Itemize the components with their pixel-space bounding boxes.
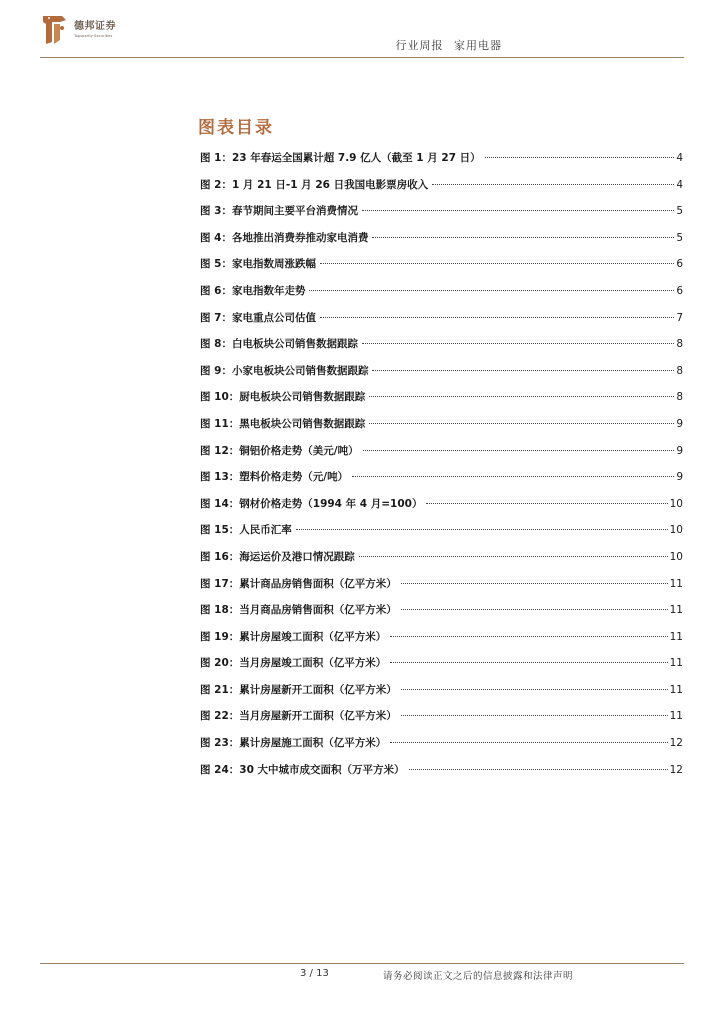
toc-leader-dots xyxy=(320,317,674,318)
toc-entry[interactable] xyxy=(200,310,683,337)
toc-entry-label[interactable]: 图 12：铜铝价格走势（美元/吨） xyxy=(200,444,359,457)
toc-leader-dots xyxy=(432,184,674,185)
toc-entry-label[interactable]: 图 9：小家电板块公司销售数据跟踪 xyxy=(200,364,369,377)
toc-entry[interactable] xyxy=(200,522,683,549)
toc-leader-dots xyxy=(485,157,675,158)
toc-entry-label[interactable]: 图 18：当月商品房销售面积（亿平方米） xyxy=(200,604,397,617)
toc-entry-page[interactable]: 11 xyxy=(669,630,683,643)
toc-entry-page[interactable]: 6 xyxy=(676,284,683,297)
toc-entry-label[interactable]: 图 13：塑料价格走势（元/吨） xyxy=(200,471,349,484)
toc-entry-page[interactable]: 10 xyxy=(669,550,683,563)
toc-entry[interactable] xyxy=(200,762,683,789)
toc-entry[interactable] xyxy=(200,549,683,576)
toc-entry[interactable] xyxy=(200,363,683,390)
toc-leader-dots xyxy=(352,476,674,477)
toc-leader-dots xyxy=(390,636,667,637)
toc-entry-page[interactable]: 10 xyxy=(669,497,683,510)
toc-entry[interactable] xyxy=(200,256,683,283)
brand-name-en: Topsperity Securities xyxy=(74,34,113,38)
toc-leader-dots xyxy=(401,715,668,716)
toc-entry[interactable] xyxy=(200,469,683,496)
toc-entry[interactable] xyxy=(200,336,683,363)
toc-leader-dots xyxy=(359,556,668,557)
header-divider xyxy=(40,57,684,58)
report-category: 行业周报 xyxy=(395,39,444,52)
toc-entry-page[interactable]: 11 xyxy=(669,577,683,590)
toc-entry-label[interactable]: 图 16：海运运价及港口情况跟踪 xyxy=(200,550,355,563)
toc-entry[interactable] xyxy=(200,203,683,230)
toc-leader-dots xyxy=(369,396,674,397)
toc-leader-dots xyxy=(372,237,674,238)
toc-entry-page[interactable]: 11 xyxy=(669,604,683,617)
toc-leader-dots xyxy=(401,689,668,690)
toc-entry[interactable] xyxy=(200,416,683,443)
toc-entry-page[interactable]: 7 xyxy=(676,311,683,324)
toc-entry[interactable] xyxy=(200,655,683,682)
toc-entry[interactable] xyxy=(200,629,683,656)
toc-entry-page[interactable]: 12 xyxy=(669,737,683,750)
toc-entry[interactable] xyxy=(200,230,683,257)
toc-entry-label[interactable]: 图 23：累计房屋施工面积（亿平方米） xyxy=(200,737,387,750)
toc-entry-label[interactable]: 图 4：各地推出消费券推动家电消费 xyxy=(200,231,369,244)
toc-entry-label[interactable]: 图 14：钢材价格走势（1994 年 4 月=100） xyxy=(200,497,423,510)
toc-entry-page[interactable]: 9 xyxy=(676,444,683,457)
toc-entry-label[interactable]: 图 1：23 年春运全国累计超 7.9 亿人（截至 1 月 27 日） xyxy=(200,152,481,164)
toc-entry-label[interactable]: 图 7：家电重点公司估值 xyxy=(200,311,316,324)
toc-entry[interactable] xyxy=(200,443,683,470)
toc-entry-page[interactable]: 9 xyxy=(676,417,683,430)
toc-entry-label[interactable]: 图 21：累计房屋新开工面积（亿平方米） xyxy=(200,683,397,696)
toc-entry-label[interactable]: 图 15：人民币汇率 xyxy=(200,524,292,537)
toc-entry-page[interactable]: 11 xyxy=(669,657,683,670)
toc-leader-dots xyxy=(369,423,674,424)
report-sector: 家用电器 xyxy=(454,39,502,52)
toc-entry-page[interactable]: 8 xyxy=(676,391,683,404)
toc-entry-page[interactable]: 10 xyxy=(669,524,683,537)
toc-entry-page[interactable]: 5 xyxy=(676,205,683,218)
toc-leader-dots xyxy=(401,609,668,610)
toc-entry-label[interactable]: 图 5：家电指数周涨跌幅 xyxy=(200,258,316,271)
toc-title: 图表目录 xyxy=(198,118,274,138)
toc-entry-page[interactable]: 5 xyxy=(676,231,683,244)
toc-entry-label[interactable]: 图 11：黑电板块公司销售数据跟踪 xyxy=(200,417,366,430)
toc-entry-label[interactable]: 图 2：1 月 21 日-1 月 26 日我国电影票房收入 xyxy=(200,178,429,191)
toc-entry-page[interactable]: 6 xyxy=(676,258,683,271)
toc-leader-dots xyxy=(362,210,674,211)
toc-entry-label[interactable]: 图 24：30 大中城市成交面积（万平方米） xyxy=(200,763,405,776)
toc-entry-label[interactable]: 图 10：厨电板块公司销售数据跟踪 xyxy=(200,391,366,404)
toc-entry-label[interactable]: 图 8：白电板块公司销售数据跟踪 xyxy=(200,338,358,351)
toc-entry-label[interactable]: 图 17：累计商品房销售面积（亿平方米） xyxy=(200,577,397,590)
toc-leader-dots xyxy=(362,343,674,344)
toc-leader-dots xyxy=(309,290,674,291)
page-indicator: 3 / 13 xyxy=(300,968,329,979)
toc-leader-dots xyxy=(320,263,674,264)
toc-entry[interactable] xyxy=(200,389,683,416)
toc-entry-page[interactable]: 4 xyxy=(676,178,683,191)
brand-name-cn: 德邦证券 xyxy=(74,21,116,32)
toc-entry[interactable] xyxy=(200,602,683,629)
toc-entry[interactable] xyxy=(200,496,683,523)
toc-entry[interactable] xyxy=(200,735,683,762)
toc-entry-page[interactable]: 9 xyxy=(676,471,683,484)
toc-entry[interactable] xyxy=(200,150,683,177)
toc-entry[interactable] xyxy=(200,177,683,204)
brand-logo xyxy=(40,14,140,48)
toc-entry-label[interactable]: 图 22：当月房屋新开工面积（亿平方米） xyxy=(200,710,397,723)
toc-list xyxy=(200,150,683,788)
toc-entry[interactable] xyxy=(200,682,683,709)
toc-entry-page[interactable]: 11 xyxy=(669,683,683,696)
toc-entry-page[interactable]: 12 xyxy=(669,763,683,776)
toc-leader-dots xyxy=(409,769,668,770)
page-header xyxy=(0,0,724,60)
toc-entry[interactable] xyxy=(200,708,683,735)
toc-entry-page[interactable]: 8 xyxy=(676,364,683,377)
report-category-line xyxy=(396,37,503,53)
legal-disclaimer: 请务必阅读正文之后的信息披露和法律声明 xyxy=(383,971,574,982)
brand-logo-icon xyxy=(40,14,70,46)
toc-entry-page[interactable]: 11 xyxy=(669,710,683,723)
toc-leader-dots xyxy=(390,742,667,743)
footer-divider xyxy=(40,963,684,964)
toc-entry[interactable] xyxy=(200,283,683,310)
toc-leader-dots xyxy=(390,662,667,663)
toc-entry-page[interactable]: 8 xyxy=(676,338,683,351)
toc-entry-label[interactable]: 图 20：当月房屋竣工面积（亿平方米） xyxy=(200,657,387,670)
toc-leader-dots xyxy=(372,370,674,371)
toc-entry[interactable] xyxy=(200,576,683,603)
toc-leader-dots xyxy=(426,503,667,504)
toc-entry-label[interactable]: 图 19：累计房屋竣工面积（亿平方米） xyxy=(200,630,387,643)
toc-leader-dots xyxy=(363,450,675,451)
toc-leader-dots xyxy=(401,583,668,584)
toc-entry-label[interactable]: 图 6：家电指数年走势 xyxy=(200,284,306,297)
toc-leader-dots xyxy=(296,529,668,530)
toc-entry-label[interactable]: 图 3：春节期间主要平台消费情况 xyxy=(200,205,358,218)
toc-entry-page[interactable]: 4 xyxy=(676,152,683,164)
